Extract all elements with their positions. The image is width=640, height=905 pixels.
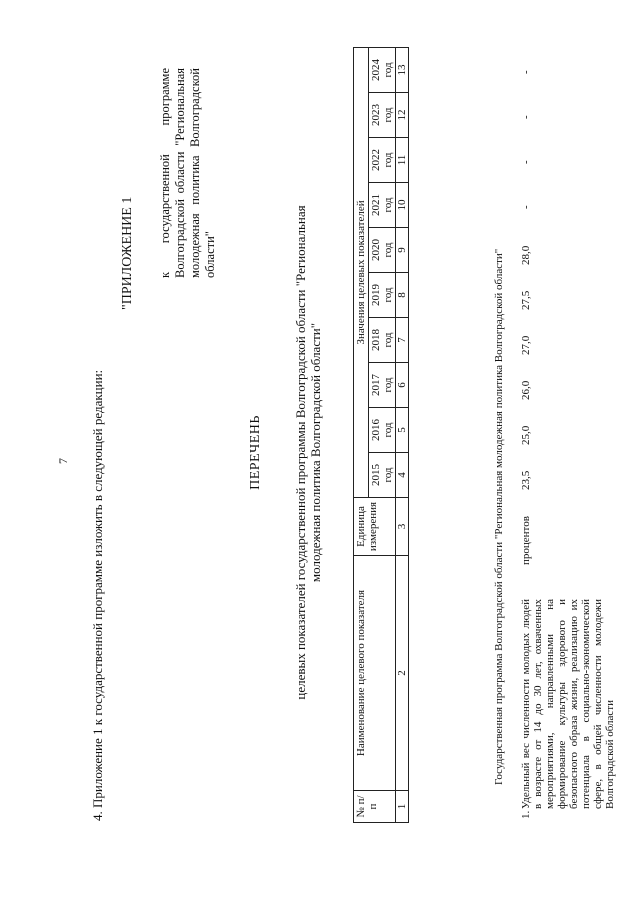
column-number: 8 <box>396 273 409 318</box>
row1-value-2016: 25,0 <box>520 425 532 445</box>
column-number: 9 <box>396 228 409 273</box>
page-number: 7 <box>56 458 70 464</box>
year-label: 2021 <box>370 194 382 216</box>
appendix-body: к государственной программе Волгоградской области "Региональная молодежная политика Волгоградской области" <box>158 68 217 278</box>
year-label: 2020 <box>370 239 382 261</box>
list-title: ПЕРЕЧЕНЬ <box>248 415 263 490</box>
row1-value-2019: 27,5 <box>520 290 532 310</box>
year-label: 2019 <box>370 284 382 306</box>
year-unit-label: год <box>382 332 394 348</box>
column-number: 10 <box>396 183 409 228</box>
year-header-2021 <box>369 183 396 228</box>
appendix-title: "ПРИЛОЖЕНИЕ 1 <box>120 196 135 310</box>
row1-value-2022: - <box>520 160 532 164</box>
row1-name: Удельный вес численности молодых людей в возрасте от 14 до 30 лет, охваченных мероприятиями, направленными на формирование культуры здорового и безопасного образа жизни, реализацию их потенциала в социально-экономической сфере, в общей численности молодежи Волгоградской области <box>520 599 616 809</box>
header-name: Наименование целевого показателя <box>354 556 396 791</box>
year-unit-label: год <box>382 377 394 393</box>
year-header-2015 <box>369 453 396 498</box>
year-header-2024 <box>369 47 396 92</box>
header-values: Значения целевых показателей <box>354 47 369 497</box>
row1-value-2018: 27,0 <box>520 335 532 355</box>
year-label: 2023 <box>370 104 382 126</box>
row1-unit: процентов <box>520 516 532 565</box>
year-header-2016 <box>369 408 396 453</box>
year-header-2023 <box>369 93 396 138</box>
year-header-2018 <box>369 318 396 363</box>
year-label: 2017 <box>370 374 382 396</box>
year-label: 2015 <box>370 464 382 486</box>
column-number: 12 <box>396 93 409 138</box>
row1-value-2023: - <box>520 115 532 119</box>
row1-value-2024: - <box>520 70 532 74</box>
year-label: 2024 <box>370 58 382 81</box>
column-number: 11 <box>396 138 409 183</box>
row1-value-2015: 23,5 <box>520 470 532 490</box>
year-unit-label: год <box>382 467 394 483</box>
year-unit-label: год <box>382 197 394 213</box>
row1-value-2017: 26,0 <box>520 380 532 400</box>
year-header-2019 <box>369 273 396 318</box>
year-unit-label: год <box>382 107 394 123</box>
row1-value-2021: - <box>520 205 532 209</box>
list-subtitle-line1: целевых показателей государственной программы Волгоградской области "Региональная <box>293 205 308 700</box>
intro-paragraph: 4. Приложение 1 к государственной программе изложить в следующей редакции: <box>90 369 105 821</box>
year-label: 2018 <box>370 329 382 351</box>
column-number: 6 <box>396 363 409 408</box>
row1-number: 1. <box>520 810 532 819</box>
column-number: 2 <box>396 556 409 791</box>
column-number: 1 <box>396 791 409 823</box>
column-number: 13 <box>396 47 409 92</box>
year-unit-label: год <box>382 422 394 438</box>
column-number: 4 <box>396 453 409 498</box>
indicators-table <box>353 47 409 823</box>
column-number: 3 <box>396 498 409 556</box>
year-header-2017 <box>369 363 396 408</box>
column-number: 7 <box>396 318 409 363</box>
year-unit-label: год <box>382 287 394 303</box>
column-numbers-row <box>396 47 409 822</box>
program-row: Государственная программа Волгоградской области "Региональная молодежная политика Волгоградской области" <box>493 248 505 785</box>
year-header-2022 <box>369 138 396 183</box>
year-unit-label: год <box>382 152 394 168</box>
year-label: 2022 <box>370 149 382 171</box>
year-unit-label: год <box>382 242 394 258</box>
header-no: № п/п <box>354 791 396 823</box>
year-header-2020 <box>369 228 396 273</box>
header-unit: Единица измерения <box>354 498 396 556</box>
row1-value-2020: 28,0 <box>520 245 532 265</box>
list-subtitle-line2: молодежная политика Волгоградской области" <box>308 322 323 583</box>
column-number: 5 <box>396 408 409 453</box>
year-label: 2016 <box>370 419 382 441</box>
year-unit-label: год <box>382 62 394 78</box>
